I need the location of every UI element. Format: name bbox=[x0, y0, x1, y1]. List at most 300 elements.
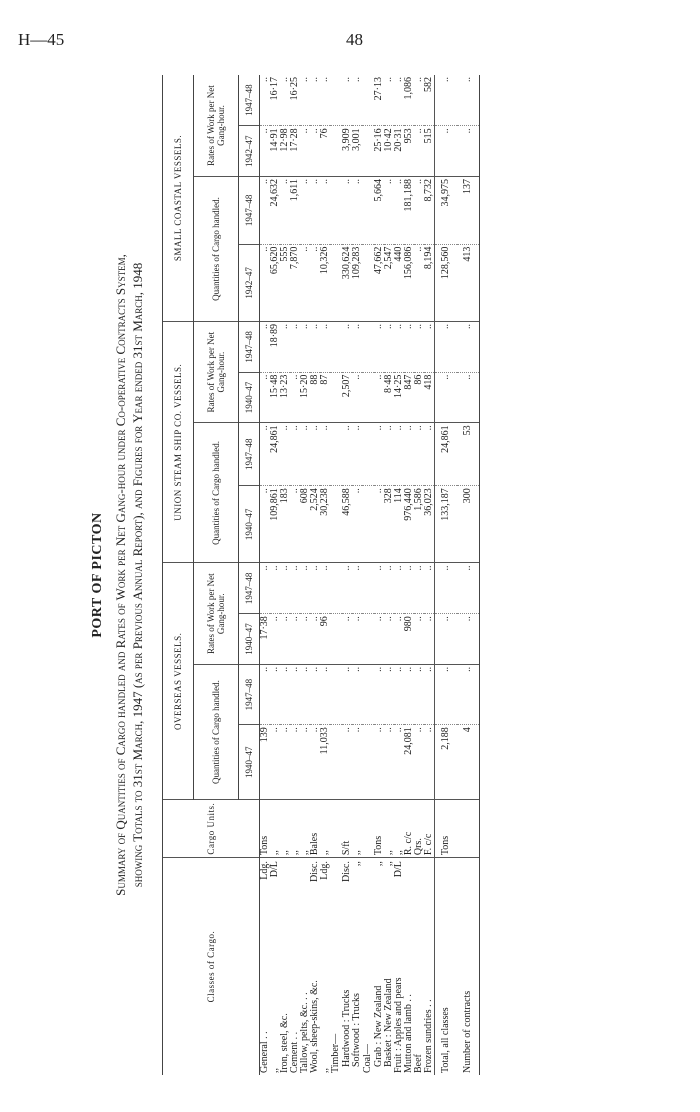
year-header: 1947–48 bbox=[239, 423, 260, 486]
row-class-label: Cement . . bbox=[289, 1031, 300, 1073]
table-cell: 156,086 bbox=[404, 244, 414, 321]
table-cell: .. bbox=[342, 177, 352, 245]
table-cell: .. bbox=[300, 614, 310, 665]
table-cell: .. bbox=[457, 614, 480, 665]
row-operation-flag: ,, bbox=[351, 861, 362, 867]
table-cell: .. bbox=[280, 614, 290, 665]
row-unit: ,, bbox=[394, 800, 404, 858]
table-cell: .. bbox=[310, 664, 320, 724]
row-unit: ,, bbox=[290, 800, 300, 858]
table-cell: .. bbox=[342, 75, 352, 126]
table-cell: 14·25 bbox=[394, 372, 404, 423]
table-cell: .. bbox=[280, 725, 290, 800]
row-operation-flag: Ldg. bbox=[259, 861, 270, 880]
table-cell: 3,001 bbox=[352, 126, 362, 177]
table-cell: .. bbox=[342, 664, 352, 724]
table-cell: 24,632 bbox=[270, 177, 280, 245]
table-cell: 16·25 bbox=[290, 75, 300, 126]
table-row bbox=[260, 75, 271, 1075]
table-cell: 8,194 bbox=[424, 244, 435, 321]
table-cell: .. bbox=[300, 244, 310, 321]
table-cell: .. bbox=[457, 75, 480, 126]
table-cell: .. bbox=[457, 664, 480, 724]
table-cell: 86 bbox=[414, 372, 424, 423]
table-cell: 976,440 bbox=[404, 486, 414, 563]
table-cell bbox=[362, 423, 374, 486]
table-cell: 5,664 bbox=[374, 177, 384, 245]
table-cell: .. bbox=[384, 563, 394, 614]
row-class-label: General . . bbox=[259, 1031, 270, 1073]
row-class-label: Hardwood : Trucks bbox=[341, 989, 352, 1067]
table-cell: 76 bbox=[320, 126, 330, 177]
table-cell: .. bbox=[280, 664, 290, 724]
table-cell: .. bbox=[290, 725, 300, 800]
summary-line-1: Summary of Quantities of Cargo handled and Rates of Work per Net Gang-hour under Co-operative Contracts System, bbox=[113, 254, 128, 896]
coastal-header: SMALL COASTAL VESSELS. bbox=[163, 75, 194, 321]
table-cell: .. bbox=[384, 614, 394, 665]
table-row bbox=[394, 75, 404, 1075]
table-cell: .. bbox=[280, 423, 290, 486]
table-cell: .. bbox=[394, 664, 404, 724]
table-cell: .. bbox=[300, 664, 310, 724]
row-class-label: Number of contracts bbox=[457, 858, 480, 1075]
table-row bbox=[300, 75, 310, 1075]
table-cell: 8·48 bbox=[384, 372, 394, 423]
table-cell: .. bbox=[435, 664, 458, 724]
row-class-label: Grab : New Zealand bbox=[373, 985, 384, 1067]
table-cell: .. bbox=[414, 614, 424, 665]
table-cell: 330,624 bbox=[342, 244, 352, 321]
row-unit: ,, bbox=[300, 800, 310, 858]
table-cell: 183 bbox=[280, 486, 290, 563]
table-cell: 328 bbox=[384, 486, 394, 563]
row-class-label: ,, bbox=[269, 1068, 280, 1073]
row-unit: Tons bbox=[260, 800, 271, 858]
table-cell: .. bbox=[290, 372, 300, 423]
table-cell: .. bbox=[260, 423, 271, 486]
table-cell: .. bbox=[280, 563, 290, 614]
table-row bbox=[280, 75, 290, 1075]
table-cell: 181,188 bbox=[404, 177, 414, 245]
table-cell: .. bbox=[342, 614, 352, 665]
table-cell: .. bbox=[394, 177, 404, 245]
table-cell: .. bbox=[414, 177, 424, 245]
table-cell: 1,586 bbox=[414, 486, 424, 563]
table-cell bbox=[330, 725, 342, 800]
table-cell: .. bbox=[352, 75, 362, 126]
table-cell: .. bbox=[352, 177, 362, 245]
table-cell: .. bbox=[260, 244, 271, 321]
row-operation-flag bbox=[404, 858, 414, 894]
table-cell: 15·48 bbox=[270, 372, 280, 423]
table-cell: .. bbox=[394, 321, 404, 372]
table-cell: .. bbox=[414, 75, 424, 126]
table-cell: .. bbox=[290, 563, 300, 614]
table-cell: 3,909 bbox=[342, 126, 352, 177]
table-cell: .. bbox=[320, 75, 330, 126]
table-cell: .. bbox=[352, 563, 362, 614]
row-operation-flag bbox=[414, 858, 424, 894]
table-cell: .. bbox=[260, 486, 271, 563]
row-class-label: Frozen sundries . . bbox=[423, 999, 434, 1073]
table-cell: .. bbox=[435, 126, 458, 177]
table-cell: .. bbox=[414, 244, 424, 321]
table-cell: .. bbox=[320, 321, 330, 372]
table-cell: .. bbox=[424, 563, 435, 614]
table-cell: 24,861 bbox=[435, 423, 458, 486]
table-cell: .. bbox=[290, 614, 300, 665]
table-cell: .. bbox=[414, 664, 424, 724]
table-row bbox=[424, 75, 435, 1075]
summary-line-2: showing Totals to 31st March, 1947 (as per Previous Annual Report), and Figures for Year ended 31st March, 1948 bbox=[130, 262, 145, 888]
page-number: 48 bbox=[346, 30, 363, 49]
row-operation-flag: Disc. bbox=[341, 861, 352, 882]
row-operation-flag bbox=[290, 858, 300, 894]
row-class-label: Coal— bbox=[362, 1044, 373, 1073]
table-cell: .. bbox=[310, 563, 320, 614]
year-header: 1940–47 bbox=[239, 486, 260, 563]
year-header: 1947–48 bbox=[239, 664, 260, 724]
table-row bbox=[404, 75, 414, 1075]
row-class-label: Timber— bbox=[330, 1033, 341, 1073]
table-cell: .. bbox=[352, 423, 362, 486]
table-cell: .. bbox=[414, 563, 424, 614]
table-cell: .. bbox=[300, 177, 310, 245]
table-cell: .. bbox=[320, 563, 330, 614]
table-cell: .. bbox=[384, 423, 394, 486]
table-cell: .. bbox=[270, 725, 280, 800]
table-cell: 7,870 bbox=[290, 244, 300, 321]
table-cell: 14·91 bbox=[270, 126, 280, 177]
table-cell: .. bbox=[270, 563, 280, 614]
table-cell: 46,588 bbox=[342, 486, 352, 563]
table-cell: 109,861 bbox=[270, 486, 280, 563]
units-header: Cargo Units. bbox=[163, 800, 260, 858]
table-cell: .. bbox=[394, 725, 404, 800]
year-header: 1940–47 bbox=[239, 614, 260, 665]
table-row bbox=[330, 75, 342, 1075]
table-row bbox=[310, 75, 320, 1075]
table-cell: .. bbox=[280, 75, 290, 126]
table-cell: .. bbox=[342, 321, 352, 372]
table-cell: 17·28 bbox=[290, 126, 300, 177]
table-cell: 440 bbox=[394, 244, 404, 321]
table-cell: .. bbox=[384, 177, 394, 245]
table-cell: .. bbox=[414, 423, 424, 486]
row-unit: ,, bbox=[270, 800, 280, 858]
table-row bbox=[270, 75, 280, 1075]
table-cell: 10·42 bbox=[384, 126, 394, 177]
table-cell: .. bbox=[435, 563, 458, 614]
row-unit: Tons bbox=[435, 800, 458, 858]
table-cell: .. bbox=[260, 177, 271, 245]
row-operation-flag: D/L bbox=[269, 861, 280, 878]
table-cell: .. bbox=[270, 614, 280, 665]
table-cell: .. bbox=[404, 664, 414, 724]
table-cell: .. bbox=[374, 563, 384, 614]
table-cell: 36,023 bbox=[424, 486, 435, 563]
table-cell: .. bbox=[352, 372, 362, 423]
table-cell: 608 bbox=[300, 486, 310, 563]
row-class-label: Softwood : Trucks bbox=[351, 993, 362, 1067]
table-row bbox=[374, 75, 384, 1075]
table-cell: .. bbox=[457, 321, 480, 372]
table-cell: .. bbox=[300, 126, 310, 177]
table-cell: 2,188 bbox=[435, 725, 458, 800]
rates-header: Rates of Work per Net Gang-hour. bbox=[194, 75, 239, 177]
qty-header: Quantities of Cargo handled. bbox=[194, 664, 239, 799]
table-cell: 413 bbox=[457, 244, 480, 321]
table-cell: .. bbox=[310, 126, 320, 177]
table-cell: .. bbox=[260, 664, 271, 724]
table-cell: 11,033 bbox=[320, 725, 330, 800]
table-cell: 27·13 bbox=[374, 75, 384, 126]
row-unit: R. c/c bbox=[404, 800, 414, 858]
table-cell: 300 bbox=[457, 486, 480, 563]
table-cell: 25·16 bbox=[374, 126, 384, 177]
table-cell bbox=[362, 664, 374, 724]
table-cell: .. bbox=[374, 614, 384, 665]
table-cell: .. bbox=[384, 725, 394, 800]
table-cell: .. bbox=[300, 563, 310, 614]
row-unit: ,, bbox=[384, 800, 394, 858]
table-cell: 2,507 bbox=[342, 372, 352, 423]
row-class-label: Beef bbox=[413, 1054, 424, 1073]
table-cell: .. bbox=[384, 75, 394, 126]
table-cell: .. bbox=[414, 321, 424, 372]
row-unit: ,, bbox=[280, 800, 290, 858]
table-cell bbox=[330, 614, 342, 665]
table-cell: .. bbox=[424, 423, 435, 486]
table-cell: 139 bbox=[260, 725, 271, 800]
row-class-label: Fruit : Apples and pears bbox=[393, 977, 404, 1073]
row-class-label: Iron, steel, &c. bbox=[279, 1013, 290, 1073]
row-operation-flag: Disc. bbox=[309, 861, 320, 882]
qty-header: Quantities of Cargo handled. bbox=[194, 177, 239, 322]
row-unit: Qrs. bbox=[414, 800, 424, 858]
table-cell: .. bbox=[394, 614, 404, 665]
table-cell: 953 bbox=[404, 126, 414, 177]
table-cell: 17·38 bbox=[260, 614, 271, 665]
table-cell: .. bbox=[290, 423, 300, 486]
table-cell: .. bbox=[394, 423, 404, 486]
table-cell: .. bbox=[374, 725, 384, 800]
table-row bbox=[362, 75, 374, 1075]
cargo-table bbox=[162, 75, 480, 1075]
table-cell: 16·17 bbox=[270, 75, 280, 126]
rotated-content bbox=[90, 75, 690, 1075]
table-cell: .. bbox=[280, 177, 290, 245]
table-cell bbox=[362, 372, 374, 423]
table-cell: .. bbox=[424, 664, 435, 724]
table-cell: 65,620 bbox=[270, 244, 280, 321]
table-cell: 582 bbox=[424, 75, 435, 126]
row-operation-flag: ,, bbox=[373, 861, 384, 867]
table-cell: 13·23 bbox=[280, 372, 290, 423]
table-cell: .. bbox=[394, 563, 404, 614]
table-cell bbox=[362, 725, 374, 800]
table-cell: .. bbox=[404, 423, 414, 486]
table-cell: .. bbox=[300, 321, 310, 372]
table-cell bbox=[330, 75, 342, 126]
table-cell: 34,975 bbox=[435, 177, 458, 245]
table-cell: .. bbox=[320, 664, 330, 724]
table-cell: 2,547 bbox=[384, 244, 394, 321]
row-operation-flag bbox=[424, 858, 435, 894]
table-cell: .. bbox=[414, 126, 424, 177]
table-cell: 10,326 bbox=[320, 244, 330, 321]
table-cell bbox=[330, 664, 342, 724]
table-cell bbox=[330, 563, 342, 614]
table-cell: .. bbox=[435, 75, 458, 126]
table-cell: .. bbox=[260, 321, 271, 372]
row-class-label: Total, all classes bbox=[435, 858, 458, 1075]
table-cell: .. bbox=[352, 664, 362, 724]
table-cell: .. bbox=[404, 321, 414, 372]
table-cell: .. bbox=[320, 423, 330, 486]
table-cell: .. bbox=[260, 75, 271, 126]
table-cell: 20·31 bbox=[394, 126, 404, 177]
table-cell: .. bbox=[352, 614, 362, 665]
year-header: 1942–47 bbox=[239, 244, 260, 321]
table-cell: .. bbox=[310, 321, 320, 372]
table-cell: .. bbox=[384, 321, 394, 372]
table-cell: 1,086 bbox=[404, 75, 414, 126]
table-cell: .. bbox=[290, 664, 300, 724]
table-row bbox=[414, 75, 424, 1075]
table-cell: 109,283 bbox=[352, 244, 362, 321]
table-cell: .. bbox=[424, 614, 435, 665]
table-cell: 847 bbox=[404, 372, 414, 423]
rates-header: Rates of Work per Net Gang-hour. bbox=[194, 563, 239, 664]
row-unit: S/ft bbox=[342, 800, 352, 858]
total-row bbox=[435, 75, 458, 1075]
table-cell: .. bbox=[435, 372, 458, 423]
table-cell: 8,732 bbox=[424, 177, 435, 245]
year-header: 1947–48 bbox=[239, 563, 260, 614]
year-header: 1947–48 bbox=[239, 321, 260, 372]
row-unit: ,, bbox=[352, 800, 362, 858]
row-class-label: Basket : New Zealand bbox=[383, 978, 394, 1067]
table-cell: .. bbox=[457, 372, 480, 423]
union-header: UNION STEAM SHIP CO. VESSELS. bbox=[163, 321, 194, 563]
table-row bbox=[384, 75, 394, 1075]
table-cell: .. bbox=[260, 372, 271, 423]
table-cell: 15·20 bbox=[300, 372, 310, 423]
year-header: 1942–47 bbox=[239, 126, 260, 177]
table-cell: .. bbox=[374, 423, 384, 486]
table-cell: 30,238 bbox=[320, 486, 330, 563]
contracts-row bbox=[457, 75, 480, 1075]
table-cell: 87 bbox=[320, 372, 330, 423]
table-cell: .. bbox=[435, 614, 458, 665]
page-header-label: H—45 bbox=[18, 30, 65, 49]
table-cell: .. bbox=[310, 423, 320, 486]
table-cell: .. bbox=[424, 725, 435, 800]
table-cell: .. bbox=[404, 563, 414, 614]
table-cell: .. bbox=[342, 563, 352, 614]
row-unit: F. c/c bbox=[424, 800, 435, 858]
table-cell: 980 bbox=[404, 614, 414, 665]
table-cell: .. bbox=[270, 664, 280, 724]
year-header: 1947–48 bbox=[239, 75, 260, 126]
rates-header: Rates of Work per Net Gang-hour. bbox=[194, 321, 239, 422]
row-operation-flag: D/L bbox=[393, 861, 404, 878]
table-row bbox=[352, 75, 362, 1075]
qty-header: Quantities of Cargo handled. bbox=[194, 423, 239, 563]
table-cell: .. bbox=[300, 75, 310, 126]
table-cell: .. bbox=[342, 725, 352, 800]
row-class-label: Tallow, pelts, &c. . . bbox=[299, 992, 310, 1073]
table-cell: .. bbox=[352, 321, 362, 372]
table-cell: 18·89 bbox=[270, 321, 280, 372]
table-cell: 137 bbox=[457, 177, 480, 245]
table-cell: .. bbox=[424, 321, 435, 372]
table-cell bbox=[362, 563, 374, 614]
table-cell bbox=[330, 321, 342, 372]
table-cell: .. bbox=[310, 75, 320, 126]
table-cell: 53 bbox=[457, 423, 480, 486]
table-cell bbox=[330, 177, 342, 245]
table-cell: .. bbox=[290, 486, 300, 563]
table-cell: .. bbox=[310, 725, 320, 800]
table-cell: 24,861 bbox=[270, 423, 280, 486]
table-cell: .. bbox=[320, 177, 330, 245]
table-cell: .. bbox=[457, 126, 480, 177]
summary-heading bbox=[112, 75, 146, 1075]
row-class-label: ,, bbox=[319, 1068, 330, 1073]
year-header: 1940–47 bbox=[239, 725, 260, 800]
table-cell: .. bbox=[280, 321, 290, 372]
overseas-header: OVERSEAS VESSELS. bbox=[163, 563, 194, 800]
table-cell: .. bbox=[310, 614, 320, 665]
row-class-label: Mutton and lamb . . bbox=[403, 994, 414, 1073]
row-operation-flag: ,, bbox=[383, 861, 394, 867]
table-row bbox=[320, 75, 330, 1075]
table-cell: .. bbox=[260, 126, 271, 177]
table-cell: 4 bbox=[457, 725, 480, 800]
row-operation-flag: Ldg. bbox=[319, 861, 330, 880]
table-cell bbox=[330, 423, 342, 486]
table-cell: .. bbox=[414, 725, 424, 800]
table-cell: .. bbox=[300, 423, 310, 486]
table-cell: .. bbox=[374, 486, 384, 563]
table-cell: 24,081 bbox=[404, 725, 414, 800]
row-operation-flag bbox=[280, 858, 290, 894]
row-class-label: Wool, sheep-skins, &c. bbox=[309, 980, 320, 1073]
table-cell: 12·98 bbox=[280, 126, 290, 177]
table-cell: .. bbox=[342, 423, 352, 486]
row-unit: ,, bbox=[320, 800, 330, 858]
table-cell: .. bbox=[435, 321, 458, 372]
table-cell: .. bbox=[374, 321, 384, 372]
table-cell bbox=[362, 486, 374, 563]
table-cell: 418 bbox=[424, 372, 435, 423]
table-cell: 515 bbox=[424, 126, 435, 177]
table-cell: 2,524 bbox=[310, 486, 320, 563]
table-cell: 47,662 bbox=[374, 244, 384, 321]
table-cell: .. bbox=[374, 664, 384, 724]
table-cell: .. bbox=[300, 725, 310, 800]
table-row bbox=[342, 75, 352, 1075]
table-cell: .. bbox=[394, 75, 404, 126]
table-cell: .. bbox=[290, 321, 300, 372]
table-cell: 88 bbox=[310, 372, 320, 423]
cargo-table-body bbox=[260, 75, 480, 1075]
year-header: 1940–47 bbox=[239, 372, 260, 423]
table-cell: 555 bbox=[280, 244, 290, 321]
row-unit: Tons bbox=[374, 800, 384, 858]
